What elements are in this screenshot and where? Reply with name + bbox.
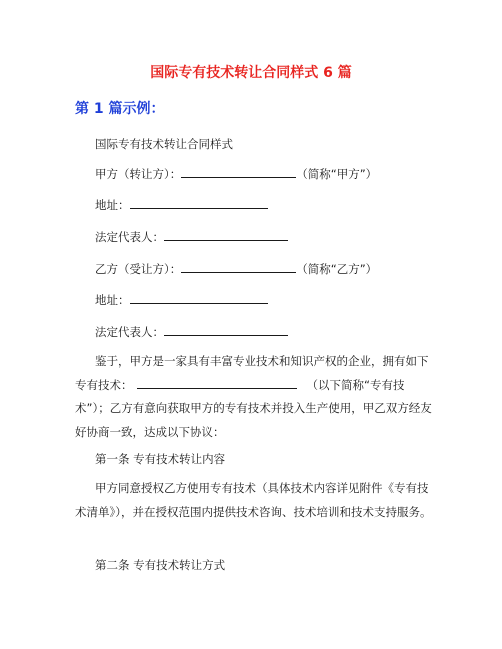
party-b-name-blank: [181, 261, 296, 273]
party-b-address-label: 地址：: [95, 293, 130, 307]
party-b-address-blank: [130, 292, 268, 304]
party-b-address-line: [95, 292, 268, 309]
party-a-rep-label: 法定代表人：: [95, 230, 164, 244]
party-a-line: [95, 166, 377, 183]
party-a-name-blank: [181, 166, 296, 178]
party-b-rep-line: [95, 324, 288, 341]
party-b-line: [95, 261, 377, 278]
party-a-rep-blank: [164, 229, 288, 241]
recital-part1: 鉴于，甲方是一家具有丰富专业技术和知识产权的企业，拥有如下专有技术：: [75, 354, 429, 392]
contract-title: 国际专有技术转让合同样式: [95, 137, 233, 151]
party-a-address-line: [95, 197, 268, 214]
section-heading: 第 1 篇示例：: [75, 101, 165, 117]
party-a-prefix: 甲方（转让方）：: [95, 167, 182, 181]
article-1-body: 甲方同意授权乙方使用专有技术（具体技术内容详见附件《专有技术清单》），并在授权范围内提供技术咨询、技术培训和技术支持服务。: [75, 481, 432, 519]
article-2-title: 第二条 专有技术转让方式: [95, 558, 226, 572]
party-a-rep-line: [95, 229, 288, 246]
article-1-title: 第一条 专有技术转让内容: [95, 452, 226, 466]
party-a-address-label: 地址：: [95, 198, 130, 212]
document-title: 国际专有技术转让合同样式 6 篇: [150, 65, 352, 81]
technology-name-blank: [137, 377, 297, 389]
party-b-suffix: （简称“乙方”）: [296, 262, 378, 276]
recital-part2: （以下简称“专有技术”）；乙方有意向获取甲方的专有技术并投入生产使用，甲乙双方经友好协商一致，达成以下协议：: [75, 377, 432, 439]
recital-paragraph: [75, 350, 435, 444]
party-a-suffix: （简称“甲方”）: [296, 167, 378, 181]
party-a-address-blank: [130, 197, 268, 209]
party-b-prefix: 乙方（受让方）：: [95, 262, 182, 276]
party-b-rep-blank: [164, 324, 288, 336]
party-b-rep-label: 法定代表人：: [95, 325, 164, 339]
